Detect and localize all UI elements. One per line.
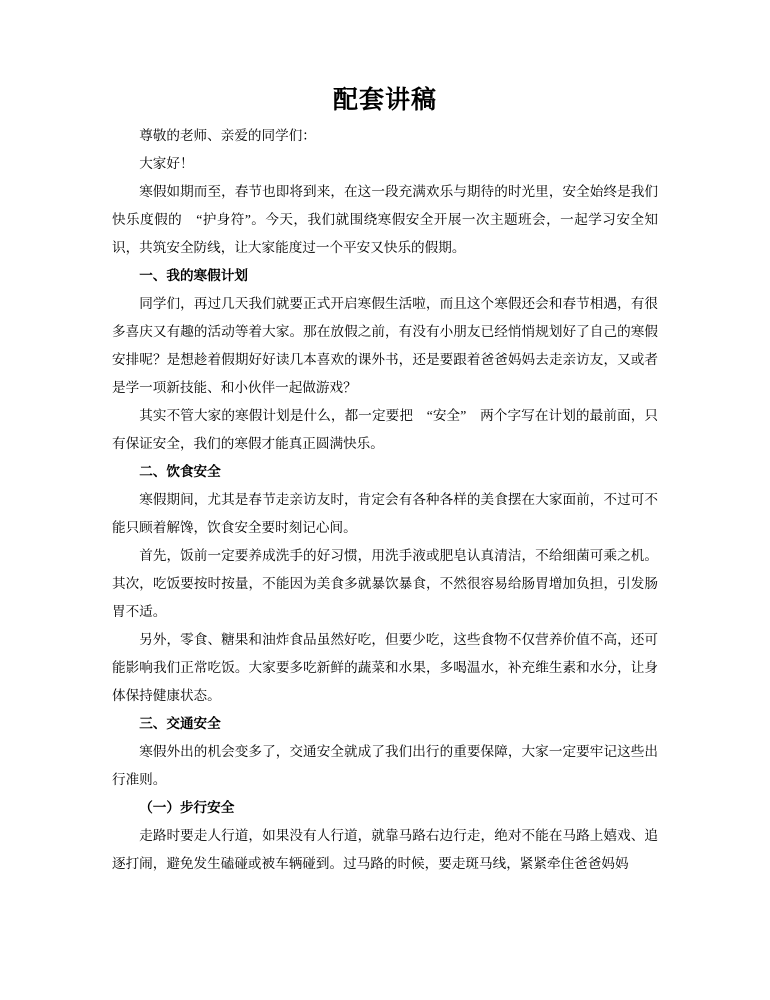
paragraph: 大家好！: [139, 156, 194, 171]
paragraph: 寒假期间，尤其是春节走亲访友时，肯定会有各种各样的美食摆在大家面前，不过可不能只顾着解馋，饮食安全要时刻记心间。: [112, 492, 658, 535]
paragraph: 其实不管大家的寒假计划是什么，都一定要把 “安全” 两个字写在计划的最前面，只有保证安全，我们的寒假才能真正圆满快乐。: [112, 408, 658, 451]
paragraph: 首先，饭前一定要养成洗手的好习惯，用洗手液或肥皂认真清洁，不给细菌可乘之机。其次，吃饭要按时按量，不能因为美食多就暴饮暴食，不然很容易给肠胃增加负担，引发肠胃不适。: [112, 548, 658, 619]
paragraph: 走路时要走人行道，如果没有人行道，就靠马路右边行走，绝对不能在马路上嬉戏、追逐打闹，避免发生磕碰或被车辆碰到。过马路的时候，要走斑马线，紧紧牵住爸爸妈妈: [112, 828, 658, 871]
paragraph: 寒假外出的机会变多了，交通安全就成了我们出行的重要保障，大家一定要牢记这些出行准则。: [112, 744, 658, 787]
section-heading: 二、饮食安全: [139, 464, 221, 479]
document-title: 配套讲稿: [332, 87, 437, 114]
document-content: [112, 86, 658, 878]
paragraph: 尊敬的老师、亲爱的同学们：: [139, 128, 316, 143]
section-heading: 三、交通安全: [139, 716, 221, 731]
section-heading: 一、我的寒假计划: [139, 268, 248, 283]
paragraph: 同学们，再过几天我们就要正式开启寒假生活啦，而且这个寒假还会和春节相遇，有很多喜庆又有趣的活动等着大家。那在放假之前，有没有小朋友已经悄悄规划好了自己的寒假安排呢？是想趁着假期好好读几本喜欢的课外书，还是要跟着爸爸妈妈去走亲访友，又或者是学一项新技能、和小伙伴一起做游戏？: [112, 296, 658, 395]
paragraph: 另外，零食、糖果和油炸食品虽然好吃，但要少吃，这些食物不仅营养价值不高，还可能影响我们正常吃饭。大家要多吃新鲜的蔬菜和水果，多喝温水，补充维生素和水分，让身体保持健康状态。: [112, 632, 658, 703]
section-heading: （一）步行安全: [139, 800, 235, 815]
paragraph: 寒假如期而至，春节也即将到来，在这一段充满欢乐与期待的时光里，安全始终是我们快乐度假的 “护身符”。今天，我们就围绕寒假安全开展一次主题班会，一起学习安全知识，共筑安全防线，让大家能度过一个平安又快乐的假期。: [112, 184, 658, 255]
document-body: [112, 122, 658, 878]
